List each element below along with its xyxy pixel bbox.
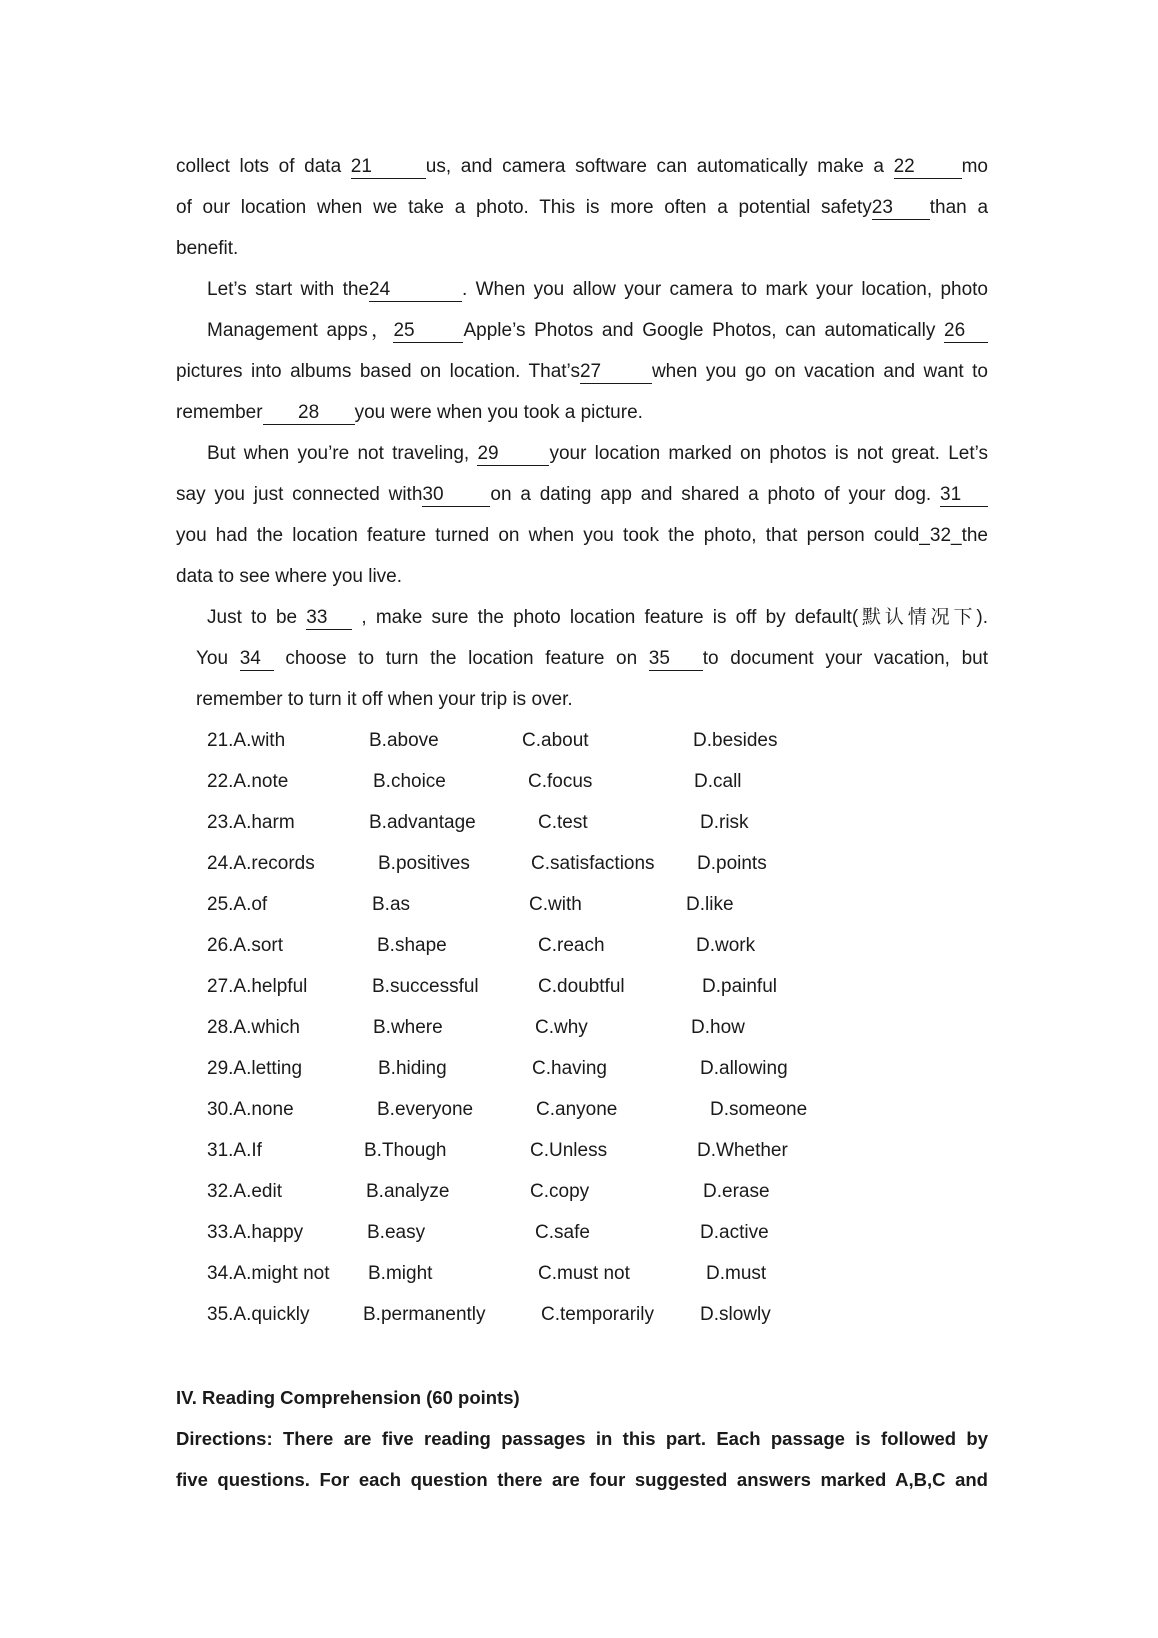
blank-23: 23 <box>872 197 930 220</box>
passage-line: you had the location feature turned on when you took the photo, that person could_32_the <box>176 525 988 546</box>
option-c: C.temporarily <box>541 1304 654 1325</box>
option-b: B.permanently <box>363 1304 486 1325</box>
option-b: B.analyze <box>366 1181 450 1202</box>
option-c: C.having <box>532 1058 607 1079</box>
option-row <box>0 1303 1158 1327</box>
passage-line: You 34 choose to turn the location feature on 35 to document your vacation, but <box>196 648 989 669</box>
blank-35: 35 <box>649 648 703 671</box>
blank-30: 30 <box>422 484 490 507</box>
option-row <box>0 1016 1158 1040</box>
option-row <box>0 1180 1158 1204</box>
option-a: 23.A.harm <box>207 812 295 833</box>
option-b: B.hiding <box>378 1058 447 1079</box>
option-c: C.copy <box>530 1181 590 1202</box>
blank-33: 33 <box>306 607 352 630</box>
option-a: 29.A.letting <box>207 1058 303 1079</box>
option-row <box>0 975 1158 999</box>
passage-line: Let’s start with the24 . When you allow your camera to mark your location, photo <box>207 279 988 300</box>
option-a: 34.A.might not <box>207 1263 330 1284</box>
option-b: B.might <box>368 1263 433 1284</box>
blank-29: 29 <box>477 443 549 466</box>
option-a: 22.A.note <box>207 771 289 792</box>
option-c: C.anyone <box>536 1099 618 1120</box>
option-c: C.doubtful <box>538 976 625 997</box>
option-row <box>0 770 1158 794</box>
option-d: D.points <box>697 853 767 874</box>
option-d: D.like <box>686 894 734 915</box>
passage-line: Management apps，25 Apple’s Photos and Google Photos, can automatically 26 <box>207 319 988 343</box>
option-row <box>0 1221 1158 1245</box>
option-row <box>0 1057 1158 1081</box>
blank-21: 21 <box>351 156 426 179</box>
passage-line: data to see where you live. <box>176 566 403 587</box>
option-row <box>0 729 1158 753</box>
passage-line: remember 28 you were when you took a picture. <box>176 402 643 423</box>
blank-26: 26 <box>944 320 988 343</box>
option-a: 35.A.quickly <box>207 1304 310 1325</box>
option-row <box>0 934 1158 958</box>
directions-line: five questions. For each question there are four suggested answers marked A,B,C and <box>176 1469 988 1490</box>
option-c: C.why <box>535 1017 588 1038</box>
section-heading: IV. Reading Comprehension (60 points) <box>176 1387 520 1408</box>
option-row <box>0 852 1158 876</box>
option-c: C.focus <box>528 771 593 792</box>
option-d: D.allowing <box>700 1058 788 1079</box>
option-a: 26.A.sort <box>207 935 284 956</box>
option-b: B.Though <box>364 1140 447 1161</box>
blank-27: 27 <box>580 361 652 384</box>
option-c: C.test <box>538 812 588 833</box>
option-b: B.shape <box>377 935 447 956</box>
option-c: C.safe <box>535 1222 590 1243</box>
option-row <box>0 1139 1158 1163</box>
option-d: D.besides <box>693 730 778 751</box>
option-a: 24.A.records <box>207 853 315 874</box>
option-d: D.painful <box>702 976 777 997</box>
option-a: 25.A.of <box>207 894 268 915</box>
option-b: B.positives <box>378 853 470 874</box>
option-b: B.advantage <box>369 812 476 833</box>
option-d: D.work <box>696 935 756 956</box>
directions-line: Directions: There are five reading passages in this part. Each passage is followed by <box>176 1428 988 1449</box>
option-d: D.how <box>691 1017 745 1038</box>
option-c: C.must not <box>538 1263 630 1284</box>
option-row <box>0 811 1158 835</box>
blank-34: 34 <box>240 648 274 671</box>
option-c: C.with <box>529 894 582 915</box>
passage-line: pictures into albums based on location. That’s27 when you go on vacation and want to <box>176 361 988 382</box>
option-c: C.Unless <box>530 1140 608 1161</box>
passage-line: benefit. <box>176 238 239 259</box>
blank-24: 24 <box>369 279 462 302</box>
option-d: D.call <box>694 771 742 792</box>
option-c: C.reach <box>538 935 605 956</box>
passage-line: remember to turn it off when your trip is over. <box>196 689 573 710</box>
option-row <box>0 893 1158 917</box>
passage-line: Just to be 33 , make sure the photo location feature is off by default(默认情况下). <box>207 607 988 628</box>
option-a: 32.A.edit <box>207 1181 282 1202</box>
option-row <box>0 1262 1158 1286</box>
option-a: 21.A.with <box>207 730 286 751</box>
blank-28: 28 <box>263 402 355 425</box>
option-d: D.must <box>706 1263 767 1284</box>
option-d: D.erase <box>703 1181 770 1202</box>
option-a: 30.A.none <box>207 1099 294 1120</box>
option-b: B.as <box>372 894 411 915</box>
option-a: 31.A.If <box>207 1140 262 1161</box>
option-c: C.satisfactions <box>531 853 655 874</box>
option-c: C.about <box>522 730 589 751</box>
option-b: B.where <box>373 1017 443 1038</box>
option-a: 27.A.helpful <box>207 976 308 997</box>
passage-line: collect lots of data 21 us, and camera software can automatically make a 22 mo <box>176 156 988 177</box>
option-d: D.slowly <box>700 1304 771 1325</box>
option-b: B.easy <box>367 1222 426 1243</box>
option-b: B.successful <box>372 976 479 997</box>
option-d: D.someone <box>710 1099 808 1120</box>
blank-31: 31 <box>940 484 988 507</box>
passage-line: say you just connected with30 on a dating app and shared a photo of your dog. 31 <box>176 483 988 507</box>
option-b: B.above <box>369 730 439 751</box>
option-a: 33.A.happy <box>207 1222 304 1243</box>
option-b: B.choice <box>373 771 446 792</box>
blank-22: 22 <box>894 156 962 179</box>
option-d: D.Whether <box>697 1140 788 1161</box>
passage-line: of our location when we take a photo. This is more often a potential safety23 than a <box>176 197 989 218</box>
option-d: D.risk <box>700 812 749 833</box>
option-b: B.everyone <box>377 1099 474 1120</box>
option-row <box>0 1098 1158 1122</box>
option-d: D.active <box>700 1222 769 1243</box>
blank-25: 25 <box>393 320 463 343</box>
option-a: 28.A.which <box>207 1017 300 1038</box>
passage-line: But when you’re not traveling, 29 your location marked on photos is not great. Let’s <box>207 443 988 464</box>
